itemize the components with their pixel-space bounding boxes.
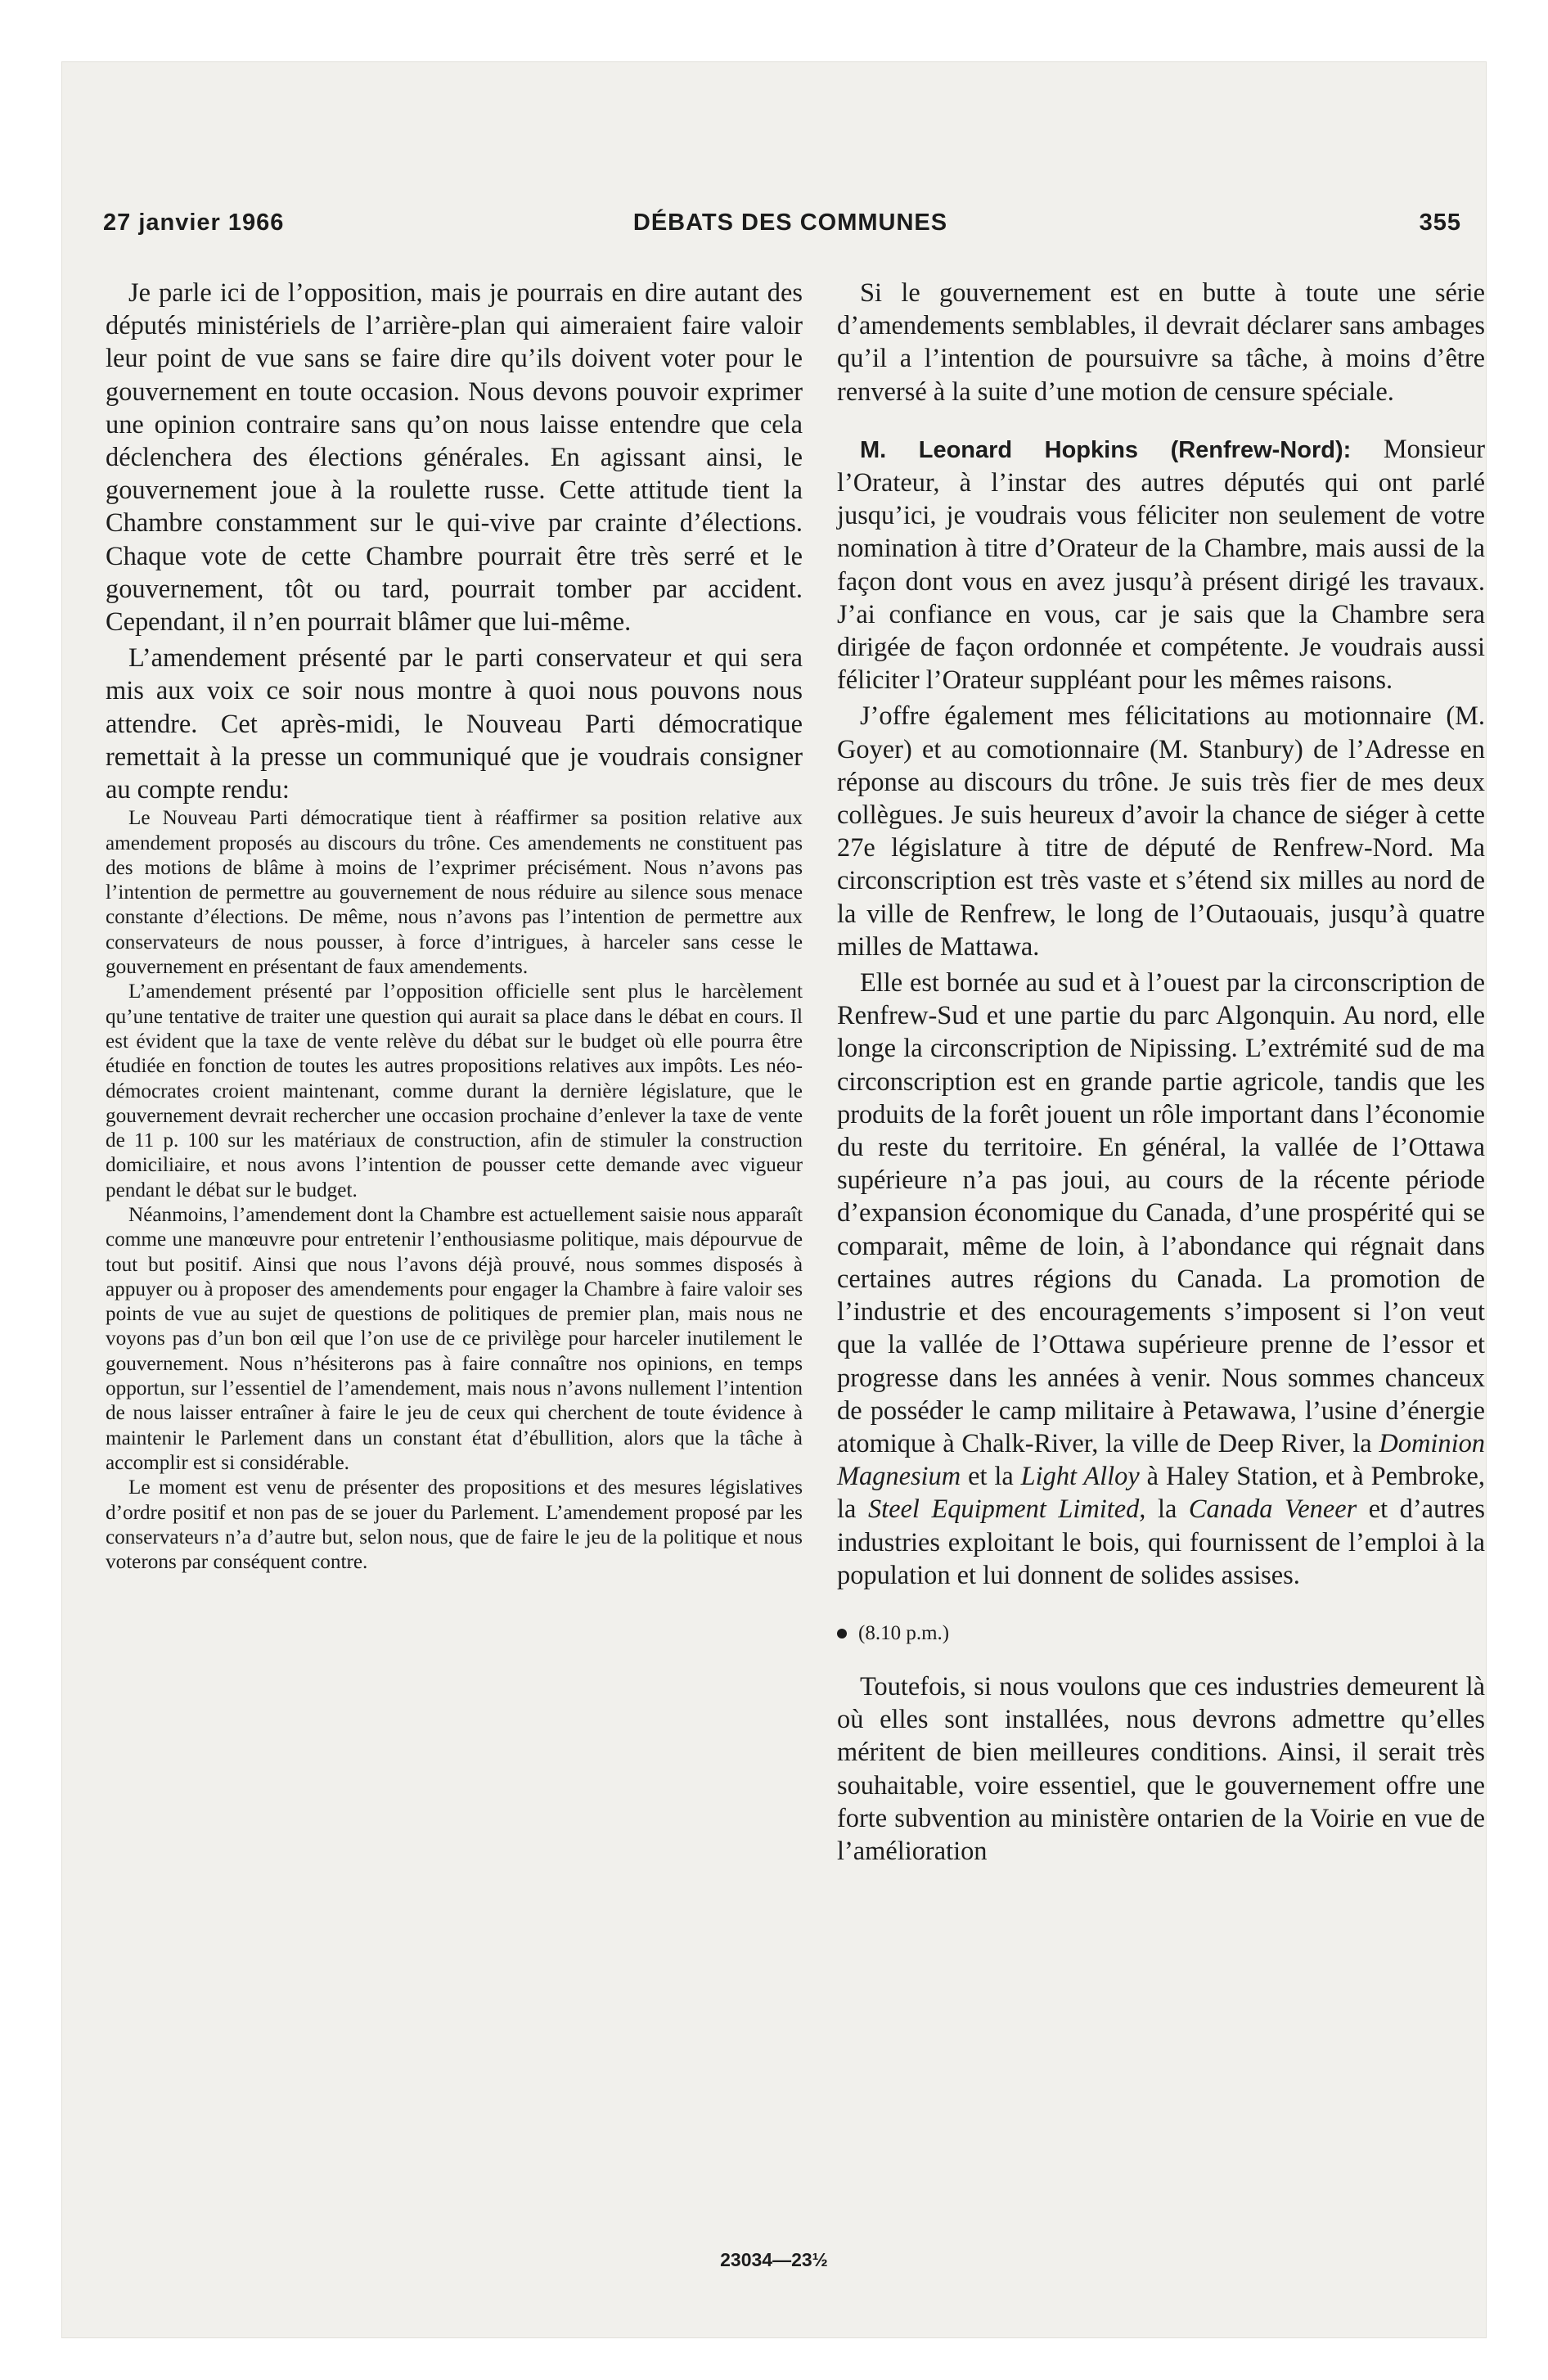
header-date: 27 janvier 1966 <box>103 210 285 236</box>
paragraph: L’amendement présenté par le parti conservateur et qui sera mis aux voix ce soir nous montre à quoi nous pouvons nous attendre. Cet après-midi, le Nouveau Parti démocratique remettait à la presse un communiqué que je voudrais consigner au compte rendu: <box>106 643 803 805</box>
speaker-text: Monsieur l’Orateur, à l’instar des autres députés qui ont parlé jusqu’ici, je voudrais vous féliciter non seulement de votre nomination à titre d’Orateur de la Chambre, mais aussi de la façon dont vous en avez jusqu’à présent dirigé les travaux. J’ai confiance en vous, car je sais que la Chambre sera dirigée de façon ordonnée et compétente. Je voudrais aussi féliciter l’Orateur suppléant pour les mêmes raisons. <box>837 434 1485 696</box>
page-number: 355 <box>1419 210 1461 236</box>
time-stamp: (8.10 p.m.) <box>858 1621 950 1644</box>
speaker-name: M. Leonard Hopkins (Renfrew-Nord): <box>860 436 1352 463</box>
text-run: la <box>1157 1494 1177 1525</box>
quoted-paragraph: L’amendement présenté par l’opposition officielle sent plus le harcèlement qu’une tentative de traiter une question qui aurait sa place dans le débat en cours. Il est évident que la taxe de vente relève du débat sur le budget où elle pourra être étudiée en fonction de toutes les autres propositions relatives aux impôts. Les néo-démocrates croient maintenant, comme durant la dernière législature, que le gouvernement devrait rechercher une occasion prochaine d’enlever la taxe de vente de 11 p. 100 sur les matériaux de construction, afin de stimuler la construction domiciliaire, et nous avons l’intention de pousser cette demande avec vigueur pendant le débat sur le budget. <box>106 980 803 1201</box>
time-marker <box>837 1621 1485 1646</box>
scanned-page <box>62 62 1486 2337</box>
speaker-paragraph <box>837 433 1485 697</box>
bullet-icon <box>837 1629 847 1639</box>
header-title: DÉBATS DES COMMUNES <box>632 210 948 236</box>
text-run: à Haley Station, et à Pembroke, la <box>837 1462 1485 1525</box>
text-run: et d’autres industries exploitant le bois, qui fournissent de l’emploi à la population et lui donnent de solides assises. <box>837 1494 1485 1590</box>
paragraph: Toutefois, si nous voulons que ces industries demeurent là où elles sont installées, nous devrons admettre qu’elles méritent de bien meilleures conditions. Ainsi, il serait très souhaitable, voire essentiel, que le gouvernement offre une forte subvention au ministère ontarien de la Voirie en vue de l’amélioration <box>837 1671 1485 1866</box>
paragraph: J’offre également mes félicitations au motionnaire (M. Goyer) et au comotionnaire (M. Stanbury) de l’Adresse en réponse au discours du trône. Je suis très fier de mes deux collègues. Je suis heureux d’avoir la chance de siéger à cette 27e législature à titre de député de Renfrew-Nord. Ma circonscription est très vaste et s’étend six milles au nord de la ville de Renfrew, le long de l’Outaouais, jusqu’à quatre milles de Mattawa. <box>837 701 1485 962</box>
company-name: Dominion Magnesium <box>837 1428 1485 1492</box>
quoted-paragraph: Le moment est venu de présenter des propositions et des mesures législatives d’ordre positif et non pas de se jouer du Parlement. L’amendement proposé par les conservateurs n’a d’autre but, selon nous, que de faire le jeu de la politique et nous voterons par conséquent contre. <box>106 1476 803 1574</box>
left-column <box>106 277 803 1575</box>
quoted-paragraph: Néanmoins, l’amendement dont la Chambre est actuellement saisie nous apparaît comme une manœuvre pour entretenir l’enthousiasme politique, mais dépourvue de tout but positif. Ainsi que nous l’avons déjà prouvé, nous sommes disposés à appuyer ou à proposer des amendements pour engager la Chambre à faire valoir ses points de vue au sujet de questions de politiques de premier plan, mais nous ne voyons pas d’un bon œil que l’on use de ce privilège pour harceler inutilement le gouvernement. Nous n’hésiterons pas à faire connaître nos opinions, en temps opportun, sur l’essentiel de l’amendement, mais nous n’avons nullement l’intention de nous laisser entraîner à faire le jeu de ceux qui cherchent de toute évidence à maintenir le Parlement dans un constant état d’ébullition, alors que la tâche à accomplir est si considérable. <box>106 1204 803 1474</box>
company-name: Steel Equipment Limited, <box>867 1494 1146 1525</box>
quoted-paragraph: Le Nouveau Parti démocratique tient à réaffirmer sa position relative aux amendement proposés au discours du trône. Ces amendements ne constituent pas des motions de blâme à moins de l’exprimer précisément. Nous n’avons pas l’intention de permettre au gouvernement de nous réduire au silence sous menace constante d’élections. De même, nous n’avons pas l’intention de permettre aux conservateurs de nous pousser, à force d’intrigues, à harceler sans cesse le gouvernement en présentant de faux amendements. <box>106 807 803 979</box>
page-footer-code: 23034—23½ <box>720 2249 828 2270</box>
company-name: Canada Veneer <box>1188 1494 1357 1525</box>
paragraph: Si le gouvernement est en butte à toute une série d’amendements semblables, il devrait déclarer sans ambages qu’il a l’intention de poursuivre sa tâche, à moins d’être renversé à la suite d’une motion de censure spéciale. <box>837 278 1485 407</box>
text-run: et la <box>968 1462 1014 1492</box>
paragraph <box>837 967 1485 1592</box>
right-column <box>837 277 1485 1868</box>
company-name: Light Alloy <box>1020 1462 1140 1492</box>
page-header <box>103 210 1478 250</box>
text-run: Elle est bornée au sud et à l’ouest par la circonscription de Renfrew-Sud et une partie du parc Algonquin. Au nord, elle longe la circonscription de Nipissing. L’extrémité sud de ma circonscription est en grande partie agricole, tandis que les produits de la forêt jouent un rôle important dans l’économie du reste du territoire. En général, la vallée de l’Ottawa supérieure n’a pas joui, au cours de la récente période d’expansion économique du Canada, d’une prospérité qui se comparait, même de loin, à l’abondance qui régnait dans certaines autres régions du Canada. La promotion de l’industrie et des encouragements s’imposent si l’on veut que la vallée de l’Ottawa supérieure prenne de l’essor et progresse dans les années à venir. Nous sommes chanceux de posséder le camp militaire à Petawawa, l’usine d’énergie atomique à Chalk-River, la ville de Deep River, la <box>837 968 1485 1458</box>
paragraph: Je parle ici de l’opposition, mais je pourrais en dire autant des députés ministériels de l’arrière-plan qui aimeraient faire valoir leur point de vue sans se faire dire qu’ils doivent voter pour le gouvernement en toute occasion. Nous devons pouvoir exprimer une opinion contraire sans qu’on nous laisse entendre que cela déclenchera des élections générales. En agissant ainsi, le gouvernement joue à la roulette russe. Cette attitude tient la Chambre constamment sur le qui-vive par crainte d’élections. Chaque vote de cette Chambre pourrait être très serré et le gouvernement, tôt ou tard, pourrait tomber par accident. Cependant, il n’en pourrait blâmer que lui-même. <box>106 278 803 638</box>
